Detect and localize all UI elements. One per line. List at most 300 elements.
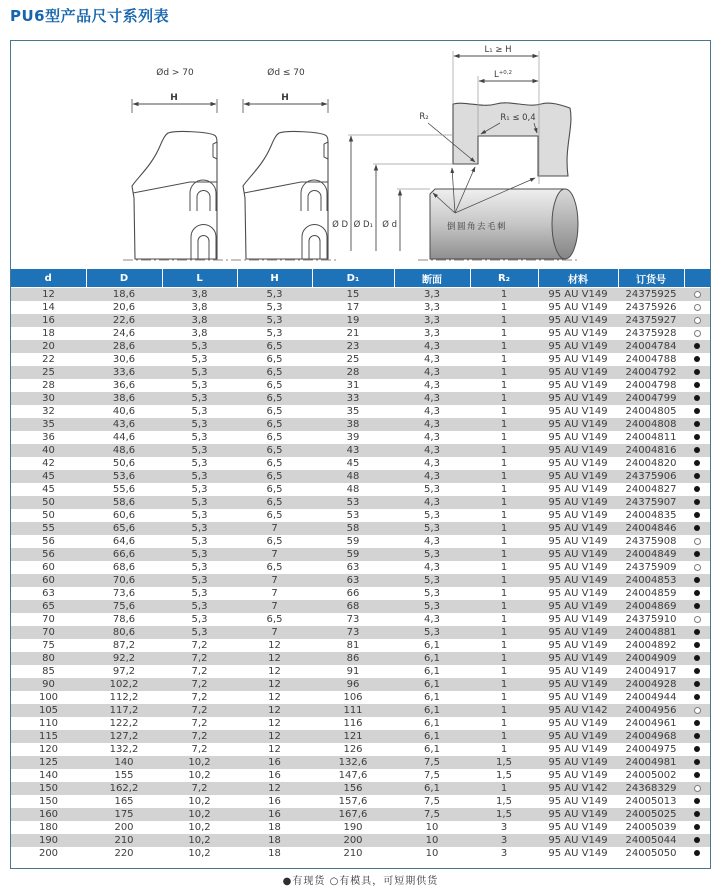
cell-section: 4,3 <box>424 380 440 391</box>
cell-availability <box>684 366 710 379</box>
cell-order-no: 24004849 <box>625 549 677 560</box>
cell-material: 95 AU V149 <box>548 549 608 560</box>
seal-profile-left <box>132 93 217 259</box>
cell-D: 210 <box>114 835 134 846</box>
cell-d: 18 <box>42 328 55 339</box>
cell-order-no: 24004784 <box>625 341 677 352</box>
cell-material: 95 AU V149 <box>548 341 608 352</box>
cell-R2: 1 <box>500 666 508 677</box>
cell-D: 75,6 <box>112 601 136 612</box>
table-row <box>11 730 710 743</box>
cell-availability <box>684 782 710 795</box>
cell-R2: 3 <box>500 848 508 859</box>
cell-order-no: 24005050 <box>625 848 677 859</box>
cell-material: 95 AU V149 <box>548 744 608 755</box>
cell-availability <box>684 743 710 756</box>
cell-R2: 1 <box>500 367 508 378</box>
l-dimension-label: $L^{+0,2}$ <box>493 70 513 80</box>
cell-order-no: 24004975 <box>625 744 677 755</box>
cell-d: 50 <box>42 497 55 508</box>
cell-D1: 43 <box>346 445 360 456</box>
cell-R2: 1 <box>500 289 508 300</box>
cell-D1: 25 <box>346 354 360 365</box>
cell-d: 50 <box>42 510 55 521</box>
cell-order-no: 24004909 <box>625 653 677 664</box>
cell-H: 6,5 <box>266 458 283 469</box>
cell-material: 95 AU V149 <box>548 640 608 651</box>
table-row <box>11 769 710 782</box>
cell-L: 10,2 <box>188 796 211 807</box>
mold-available-dot <box>694 616 701 623</box>
cell-section: 5,3 <box>424 601 440 612</box>
cell-availability <box>684 327 710 340</box>
cell-H: 6,5 <box>266 536 283 547</box>
cell-order-no: 24005025 <box>625 809 677 820</box>
cell-order-no: 24004928 <box>625 679 677 690</box>
cell-material: 95 AU V149 <box>548 406 608 417</box>
cell-H: 12 <box>268 679 281 690</box>
cell-R2: 1,5 <box>496 757 512 768</box>
in-stock-dot <box>694 512 700 518</box>
table-row <box>11 665 710 678</box>
cell-D: 64,6 <box>112 536 136 547</box>
cell-section: 7,5 <box>424 770 440 781</box>
in-stock-dot <box>694 603 700 609</box>
cell-d: 85 <box>42 666 55 677</box>
cell-R2: 1 <box>500 614 508 625</box>
cell-d: 125 <box>38 757 59 768</box>
dia-D-label: Ø D <box>332 220 348 230</box>
cell-d: 70 <box>42 627 55 638</box>
table-row <box>11 392 710 405</box>
in-stock-dot <box>694 577 700 583</box>
cell-L: 3,8 <box>191 289 208 300</box>
cell-order-no: 24004917 <box>625 666 677 677</box>
cell-H: 12 <box>268 718 281 729</box>
cell-material: 95 AU V149 <box>548 302 608 313</box>
cell-order-no: 24005002 <box>625 770 677 781</box>
cell-material: 95 AU V149 <box>548 445 608 456</box>
cell-D1: 63 <box>346 562 360 573</box>
cell-D1: 126 <box>343 744 363 755</box>
cell-availability <box>684 717 710 730</box>
cell-D1: 17 <box>346 302 360 313</box>
cell-section: 5,3 <box>424 549 440 560</box>
cell-order-no: 24375910 <box>625 614 677 625</box>
in-stock-dot <box>694 551 700 557</box>
in-stock-dot <box>694 733 700 739</box>
cell-R2: 1,5 <box>496 770 512 781</box>
cell-section: 10 <box>425 822 439 833</box>
cell-availability <box>684 756 710 769</box>
cell-H: 6,5 <box>266 393 283 404</box>
cell-L: 10,2 <box>188 809 211 820</box>
cell-section: 7,5 <box>424 757 440 768</box>
cell-R2: 1 <box>500 536 508 547</box>
cell-section: 7,5 <box>424 809 440 820</box>
cell-availability <box>684 821 710 834</box>
in-stock-dot <box>694 421 700 427</box>
cell-section: 6,1 <box>424 653 440 664</box>
cell-section: 6,1 <box>424 744 440 755</box>
cell-order-no: 24004805 <box>625 406 677 417</box>
cell-d: 100 <box>38 692 59 703</box>
cell-R2: 1 <box>500 328 508 339</box>
cell-L: 7,2 <box>191 744 208 755</box>
cell-D: 58,6 <box>112 497 136 508</box>
cell-L: 5,3 <box>191 614 208 625</box>
cell-availability <box>684 639 710 652</box>
cell-order-no: 24375928 <box>625 328 677 339</box>
cell-availability <box>684 314 710 327</box>
cell-H: 18 <box>268 848 281 859</box>
chamfer-note-label: 倒圆角去毛刺 <box>447 222 508 232</box>
cell-H: 6,5 <box>266 614 283 625</box>
cell-order-no: 24375927 <box>625 315 677 326</box>
cell-material: 95 AU V149 <box>548 419 608 430</box>
cell-D: 127,2 <box>109 731 139 742</box>
cell-availability <box>684 379 710 392</box>
cell-R2: 1 <box>500 601 508 612</box>
cell-section: 4,3 <box>424 432 440 443</box>
cell-H: 7 <box>271 575 278 586</box>
cell-D: 36,6 <box>112 380 136 391</box>
in-stock-dot <box>694 473 700 479</box>
in-stock-dot <box>694 772 700 778</box>
cell-D1: 59 <box>346 549 360 560</box>
cell-material: 95 AU V149 <box>548 575 608 586</box>
column-header-section: 断面 <box>394 269 470 288</box>
r2-label: R₂ <box>419 112 429 122</box>
in-stock-dot <box>694 694 700 700</box>
cell-material: 95 AU V149 <box>548 679 608 690</box>
cell-section: 3,3 <box>424 302 440 313</box>
cell-d: 70 <box>42 614 55 625</box>
cell-availability <box>684 626 710 639</box>
cell-R2: 1 <box>500 718 508 729</box>
table-row <box>11 626 710 639</box>
cell-material: 95 AU V149 <box>548 432 608 443</box>
cell-H: 7 <box>271 523 278 534</box>
cell-D: 18,6 <box>112 289 136 300</box>
cell-d: 56 <box>42 536 55 547</box>
cell-d: 45 <box>42 471 55 482</box>
cell-availability <box>684 613 710 626</box>
column-header-order-no: 订货号 <box>618 269 684 288</box>
cell-R2: 1 <box>500 562 508 573</box>
cell-availability <box>684 405 710 418</box>
cell-R2: 1 <box>500 744 508 755</box>
dimension-table <box>11 269 710 860</box>
cell-material: 95 AU V149 <box>548 536 608 547</box>
cell-R2: 1 <box>500 575 508 586</box>
cell-section: 4,3 <box>424 497 440 508</box>
cell-D1: 91 <box>346 666 360 677</box>
cell-section: 6,1 <box>424 692 440 703</box>
cell-d: 56 <box>42 549 55 560</box>
cell-H: 6,5 <box>266 380 283 391</box>
cell-L: 10,2 <box>188 822 211 833</box>
cell-R2: 1 <box>500 497 508 508</box>
cell-L: 5,3 <box>191 510 208 521</box>
cell-L: 5,3 <box>191 367 208 378</box>
table-header-row <box>11 269 710 288</box>
cell-availability <box>684 522 710 535</box>
cell-availability <box>684 730 710 743</box>
cell-order-no: 24375925 <box>625 289 677 300</box>
table-row <box>11 795 710 808</box>
cell-availability <box>684 470 710 483</box>
dia-d-label: Ø d <box>382 220 397 230</box>
cell-L: 10,2 <box>188 835 211 846</box>
in-stock-dot <box>694 382 700 388</box>
cell-H: 12 <box>268 783 281 794</box>
cell-availability <box>684 691 710 704</box>
cell-d: 14 <box>42 302 55 313</box>
in-stock-dot <box>694 824 700 830</box>
cell-D: 87,2 <box>112 640 136 651</box>
cell-D1: 147,6 <box>338 770 368 781</box>
cell-section: 4,3 <box>424 367 440 378</box>
cell-section: 4,3 <box>424 562 440 573</box>
cell-R2: 1 <box>500 302 508 313</box>
table-row <box>11 405 710 418</box>
cell-d: 12 <box>42 289 55 300</box>
in-stock-dot <box>694 850 700 856</box>
technical-drawing <box>11 41 710 269</box>
table-row <box>11 587 710 600</box>
cell-R2: 1 <box>500 510 508 521</box>
cell-H: 7 <box>271 549 278 560</box>
cell-material: 95 AU V149 <box>548 458 608 469</box>
cell-D: 102,2 <box>109 679 139 690</box>
cell-section: 3,3 <box>424 328 440 339</box>
cell-section: 6,1 <box>424 731 440 742</box>
cell-order-no: 24004956 <box>625 705 677 716</box>
cell-availability <box>684 834 710 847</box>
cell-R2: 1 <box>500 341 508 352</box>
cell-material: 95 AU V149 <box>548 380 608 391</box>
cell-L: 5,3 <box>191 471 208 482</box>
cell-R2: 3 <box>500 835 508 846</box>
cell-L: 5,3 <box>191 458 208 469</box>
cell-order-no: 24004892 <box>625 640 677 651</box>
cell-availability <box>684 509 710 522</box>
table-row <box>11 314 710 327</box>
table-row <box>11 353 710 366</box>
cell-R2: 1 <box>500 705 508 716</box>
cell-availability <box>684 652 710 665</box>
in-stock-dot <box>694 811 700 817</box>
cell-H: 12 <box>268 692 281 703</box>
cell-d: 63 <box>42 588 55 599</box>
cell-d: 190 <box>38 835 59 846</box>
cell-availability <box>684 340 710 353</box>
cell-material: 95 AU V149 <box>548 393 608 404</box>
table-row <box>11 574 710 587</box>
cell-D1: 210 <box>343 848 363 859</box>
cell-H: 6,5 <box>266 471 283 482</box>
cell-order-no: 24375908 <box>625 536 677 547</box>
mold-available-dot <box>694 304 701 311</box>
cell-D1: 58 <box>346 523 360 534</box>
cell-D: 43,6 <box>112 419 136 430</box>
seal-installation-diagram <box>11 41 710 269</box>
cell-H: 6,5 <box>266 367 283 378</box>
cell-H: 6,5 <box>266 445 283 456</box>
cell-H: 5,3 <box>266 315 283 326</box>
cell-R2: 1 <box>500 445 508 456</box>
cell-availability <box>684 678 710 691</box>
cell-D1: 28 <box>346 367 360 378</box>
cell-section: 4,3 <box>424 419 440 430</box>
cell-R2: 1 <box>500 640 508 651</box>
cell-R2: 1,5 <box>496 796 512 807</box>
dia-D1-label: Ø D₁ <box>353 220 373 230</box>
cell-D1: 38 <box>346 419 360 430</box>
cell-H: 6,5 <box>266 510 283 521</box>
cell-availability <box>684 665 710 678</box>
cell-availability <box>684 847 710 860</box>
cell-L: 7,2 <box>191 718 208 729</box>
in-stock-dot <box>694 460 700 466</box>
cell-L: 5,3 <box>191 575 208 586</box>
cell-material: 95 AU V149 <box>548 315 608 326</box>
in-stock-dot <box>694 837 700 843</box>
cell-D: 28,6 <box>112 341 136 352</box>
cell-order-no: 24004846 <box>625 523 677 534</box>
in-stock-dot <box>694 434 700 440</box>
cell-D: 140 <box>114 757 134 768</box>
cell-availability <box>684 561 710 574</box>
cell-material: 95 AU V149 <box>548 471 608 482</box>
cell-section: 6,1 <box>424 783 440 794</box>
cell-d: 42 <box>42 458 55 469</box>
cell-availability <box>684 496 710 509</box>
cell-D: 24,6 <box>112 328 136 339</box>
in-stock-dot <box>694 525 700 531</box>
cell-D1: 96 <box>346 679 360 690</box>
cell-section: 5,3 <box>424 588 440 599</box>
table-row <box>11 535 710 548</box>
cell-D: 155 <box>114 770 134 781</box>
cell-material: 95 AU V149 <box>548 510 608 521</box>
cell-section: 10 <box>425 835 439 846</box>
cell-d: 28 <box>42 380 55 391</box>
cell-order-no: 24368329 <box>625 783 677 794</box>
cell-D1: 167,6 <box>338 809 368 820</box>
cell-d: 60 <box>42 575 55 586</box>
cell-R2: 1 <box>500 380 508 391</box>
cell-D1: 73 <box>346 627 360 638</box>
cell-H: 12 <box>268 705 281 716</box>
l1-dimension-label: L₁ ≥ H <box>484 45 512 55</box>
cell-order-no: 24004799 <box>625 393 677 404</box>
cell-L: 5,3 <box>191 549 208 560</box>
cell-d: 150 <box>38 783 59 794</box>
cell-D1: 21 <box>346 328 360 339</box>
page-title: PU6型产品尺寸系列表 <box>10 7 170 25</box>
cell-L: 5,3 <box>191 627 208 638</box>
cell-order-no: 24004944 <box>625 692 677 703</box>
cell-material: 95 AU V149 <box>548 614 608 625</box>
cell-D1: 15 <box>346 289 360 300</box>
in-stock-dot <box>694 447 700 453</box>
cell-material: 95 AU V149 <box>548 822 608 833</box>
cell-D: 55,6 <box>112 484 136 495</box>
column-header-R2: R₂ <box>470 269 538 288</box>
cell-order-no: 24004827 <box>625 484 677 495</box>
cell-section: 4,3 <box>424 445 440 456</box>
cell-L: 7,2 <box>191 666 208 677</box>
cell-H: 12 <box>268 653 281 664</box>
cell-D: 80,6 <box>112 627 136 638</box>
cell-H: 6,5 <box>266 341 283 352</box>
table-row <box>11 431 710 444</box>
cell-D1: 48 <box>346 471 360 482</box>
cell-d: 180 <box>38 822 59 833</box>
cell-L: 7,2 <box>191 705 208 716</box>
cell-order-no: 24005044 <box>625 835 677 846</box>
column-header-d: d <box>11 269 86 288</box>
cell-order-no: 24004811 <box>625 432 677 443</box>
cell-L: 5,3 <box>191 445 208 456</box>
cell-L: 5,3 <box>191 601 208 612</box>
cell-d: 200 <box>38 848 59 859</box>
table-body <box>11 288 710 861</box>
cell-D1: 23 <box>346 341 360 352</box>
cell-D: 66,6 <box>112 549 136 560</box>
cell-material: 95 AU V142 <box>548 783 608 794</box>
cell-order-no: 24005013 <box>625 796 677 807</box>
cell-section: 10 <box>425 848 439 859</box>
cell-H: 7 <box>271 601 278 612</box>
cell-material: 95 AU V149 <box>548 666 608 677</box>
in-stock-dot <box>694 642 700 648</box>
cell-D1: 35 <box>346 406 360 417</box>
cell-L: 5,3 <box>191 354 208 365</box>
table-row <box>11 808 710 821</box>
cell-d: 25 <box>42 367 55 378</box>
h-dimension-label-left: H <box>170 93 178 103</box>
cell-order-no: 24004792 <box>625 367 677 378</box>
cell-D1: 116 <box>343 718 363 729</box>
cell-D1: 106 <box>343 692 363 703</box>
cell-R2: 1 <box>500 627 508 638</box>
cell-R2: 1,5 <box>496 809 512 820</box>
cell-R2: 1 <box>500 783 508 794</box>
cell-D1: 132,6 <box>338 757 368 768</box>
table-row <box>11 366 710 379</box>
cell-d: 32 <box>42 406 55 417</box>
cell-order-no: 24004981 <box>625 757 677 768</box>
column-header-D1: D₁ <box>312 269 394 288</box>
cell-d: 90 <box>42 679 55 690</box>
cell-H: 12 <box>268 640 281 651</box>
cell-D: 53,6 <box>112 471 136 482</box>
cell-material: 95 AU V149 <box>548 770 608 781</box>
cell-L: 5,3 <box>191 380 208 391</box>
cell-section: 6,1 <box>424 640 440 651</box>
cell-d: 160 <box>38 809 59 820</box>
cell-section: 3,3 <box>424 289 440 300</box>
table-row <box>11 548 710 561</box>
cell-D1: 45 <box>346 458 360 469</box>
in-stock-dot <box>694 499 700 505</box>
cell-material: 95 AU V149 <box>548 601 608 612</box>
mold-available-dot <box>694 564 701 571</box>
cell-D1: 31 <box>346 380 360 391</box>
